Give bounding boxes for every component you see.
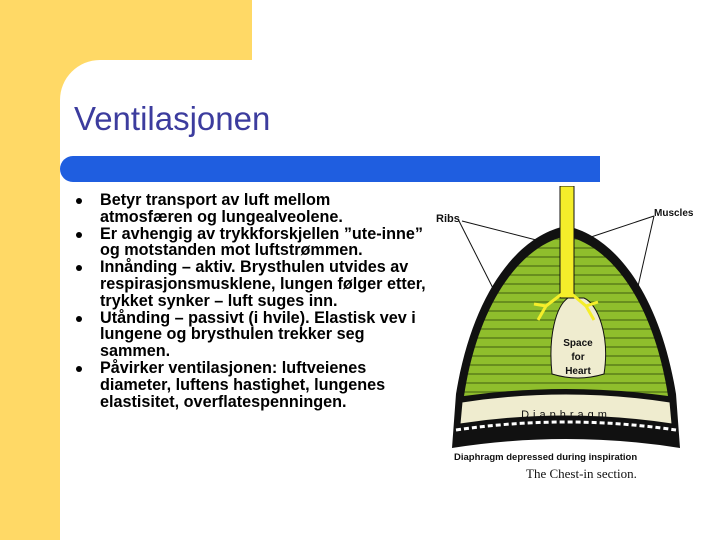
pointer-line — [462, 221, 544, 242]
bullet-item — [76, 226, 426, 260]
bullet-icon — [76, 316, 82, 322]
bullet-item — [76, 310, 426, 360]
bullet-text: Er avhengig av trykkforskjellen ”ute-inne” og motstanden mot luftstrømmen. — [100, 224, 423, 260]
title-underline-bar — [60, 156, 600, 182]
bullet-text: Utånding – passivt (i hvile). Elastisk vev i lungene og brysthulen trekker seg sammen. — [100, 308, 416, 361]
bullet-text: Påvirker ventilasjonen: luftveienes diameter, luftens hastighet, lungenes elastisitet, overflatespenningen. — [100, 358, 386, 411]
trachea-shape — [560, 186, 574, 298]
diaphragm-label: Diaphragm — [521, 409, 611, 421]
bullet-icon — [76, 366, 82, 372]
bullet-text: Innånding – aktiv. Brysthulen utvides av respirasjonsmusklene, lungen følger etter, trykket synker – luft suges inn. — [100, 258, 426, 310]
bullet-icon — [76, 232, 82, 238]
muscles-label: Muscles — [654, 208, 694, 219]
bullet-item — [76, 259, 426, 309]
decorative-yellow-stripe — [0, 0, 60, 540]
slide-title: Ventilasjonen — [74, 100, 271, 137]
pointer-line — [588, 216, 654, 238]
for-label: for — [571, 352, 585, 363]
caption-section: The Chest-in section. — [526, 466, 637, 481]
bullet-item — [76, 192, 426, 226]
bullet-item — [76, 360, 426, 410]
chest-diagram — [428, 186, 714, 486]
bullet-icon — [76, 265, 82, 271]
heart-label: Heart — [565, 366, 591, 377]
caption-depressed: Diaphragm depressed during inspiration — [454, 452, 638, 463]
space-label: Space — [563, 338, 593, 349]
bullet-text: Betyr transport av luft mellom atmosfæren og lungealveolene. — [100, 191, 343, 226]
bullet-list — [76, 192, 426, 410]
ribs-label: Ribs — [436, 213, 460, 225]
bullet-icon — [76, 198, 82, 204]
